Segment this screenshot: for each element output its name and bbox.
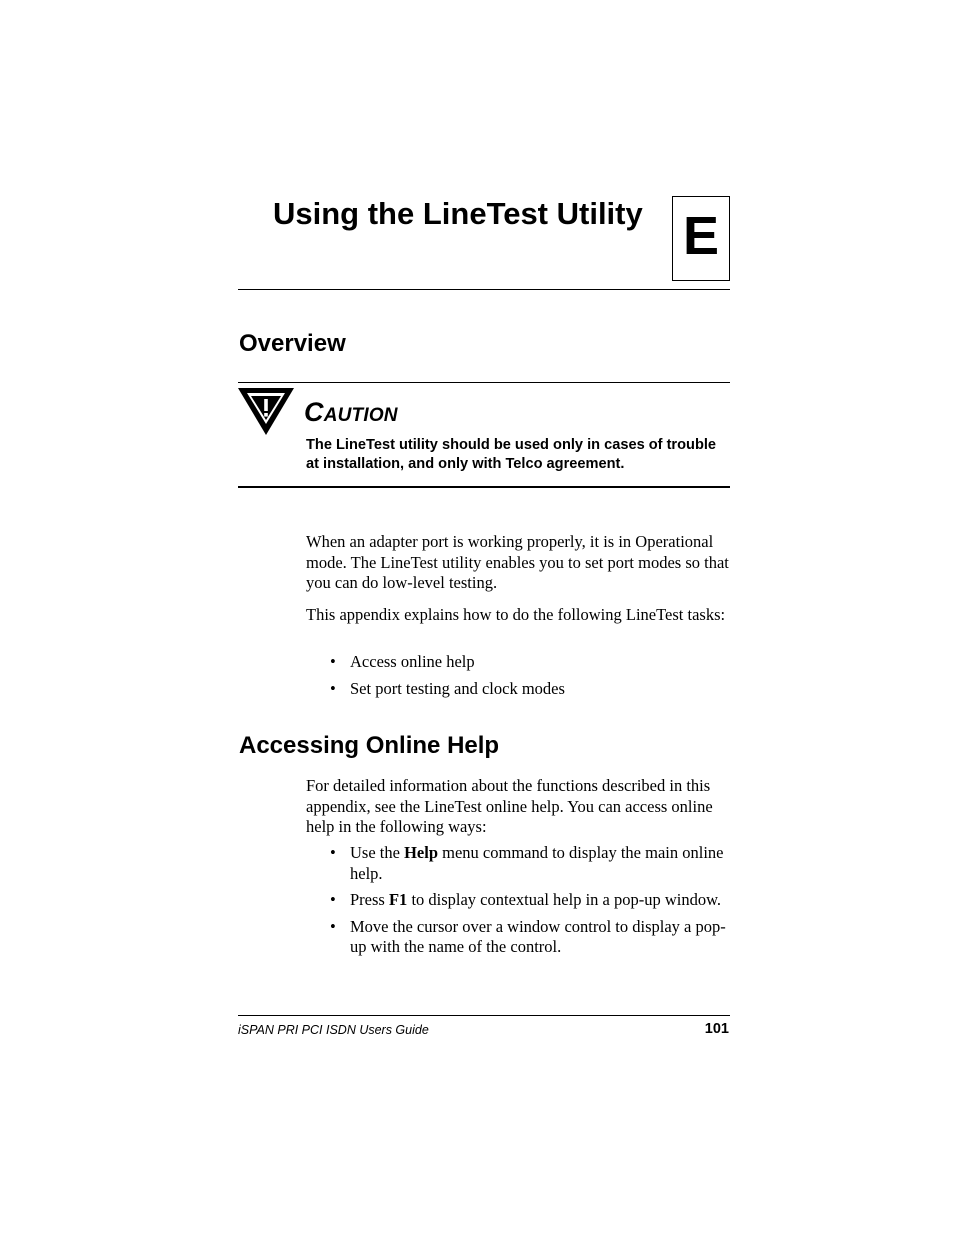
f1-key-term: F1 xyxy=(388,890,408,909)
caution-heading xyxy=(304,395,398,433)
footer-book-title: iSPAN PRI PCI ISDN Users Guide xyxy=(238,1023,429,1037)
list-item: • Use the Help menu command to display the main online help. xyxy=(330,843,724,883)
accessing-online-help-heading: Accessing Online Help xyxy=(239,732,500,759)
overview-paragraph-2: This appendix explains how to do the following LineTest tasks: xyxy=(306,605,726,624)
list-item: • Set port testing and clock modes xyxy=(330,678,565,698)
caution-heading-initial: C xyxy=(304,397,324,427)
list-item: • Access online help xyxy=(330,652,475,671)
list-item-text: Access online help xyxy=(350,652,475,671)
overview-task-list xyxy=(306,652,732,705)
chapter-title: Using the LineTest Utility xyxy=(273,196,643,231)
caution-bottom-rule xyxy=(238,486,730,488)
overview-paragraph-1: When an adapter port is working properly, it is in Operational mode. The LineTest utility enables you to set port modes so that you can do low-level testing. xyxy=(306,532,729,592)
appendix-letter-box xyxy=(672,196,730,281)
list-item: • Move the cursor over a window control to display a pop-up with the name of the control. xyxy=(330,916,726,956)
help-methods-list xyxy=(306,843,732,964)
list-item: • Press F1 to display contextual help in a pop-up window. xyxy=(330,890,722,909)
caution-triangle-exclamation-icon xyxy=(238,388,294,436)
caution-heading-rest: AUTION xyxy=(323,405,398,426)
overview-heading: Overview xyxy=(239,330,346,357)
list-item-text: Move the cursor over a window control to display a pop-up with the name of the control. xyxy=(350,916,726,956)
caution-text: The LineTest utility should be used only in cases of trouble at installation, and only with Telco agreement. xyxy=(306,437,717,472)
page-number: 101 xyxy=(704,1021,729,1037)
help-menu-term: Help xyxy=(404,843,438,862)
appendix-letter: E xyxy=(682,206,720,266)
help-paragraph: For detailed information about the functions described in this appendix, see the LineTest online help. You can access online help in the following ways: xyxy=(306,776,713,836)
list-item-text: Set port testing and clock modes xyxy=(350,678,565,698)
title-divider xyxy=(238,289,730,290)
caution-top-rule xyxy=(238,382,730,383)
footer-rule xyxy=(238,1015,730,1016)
